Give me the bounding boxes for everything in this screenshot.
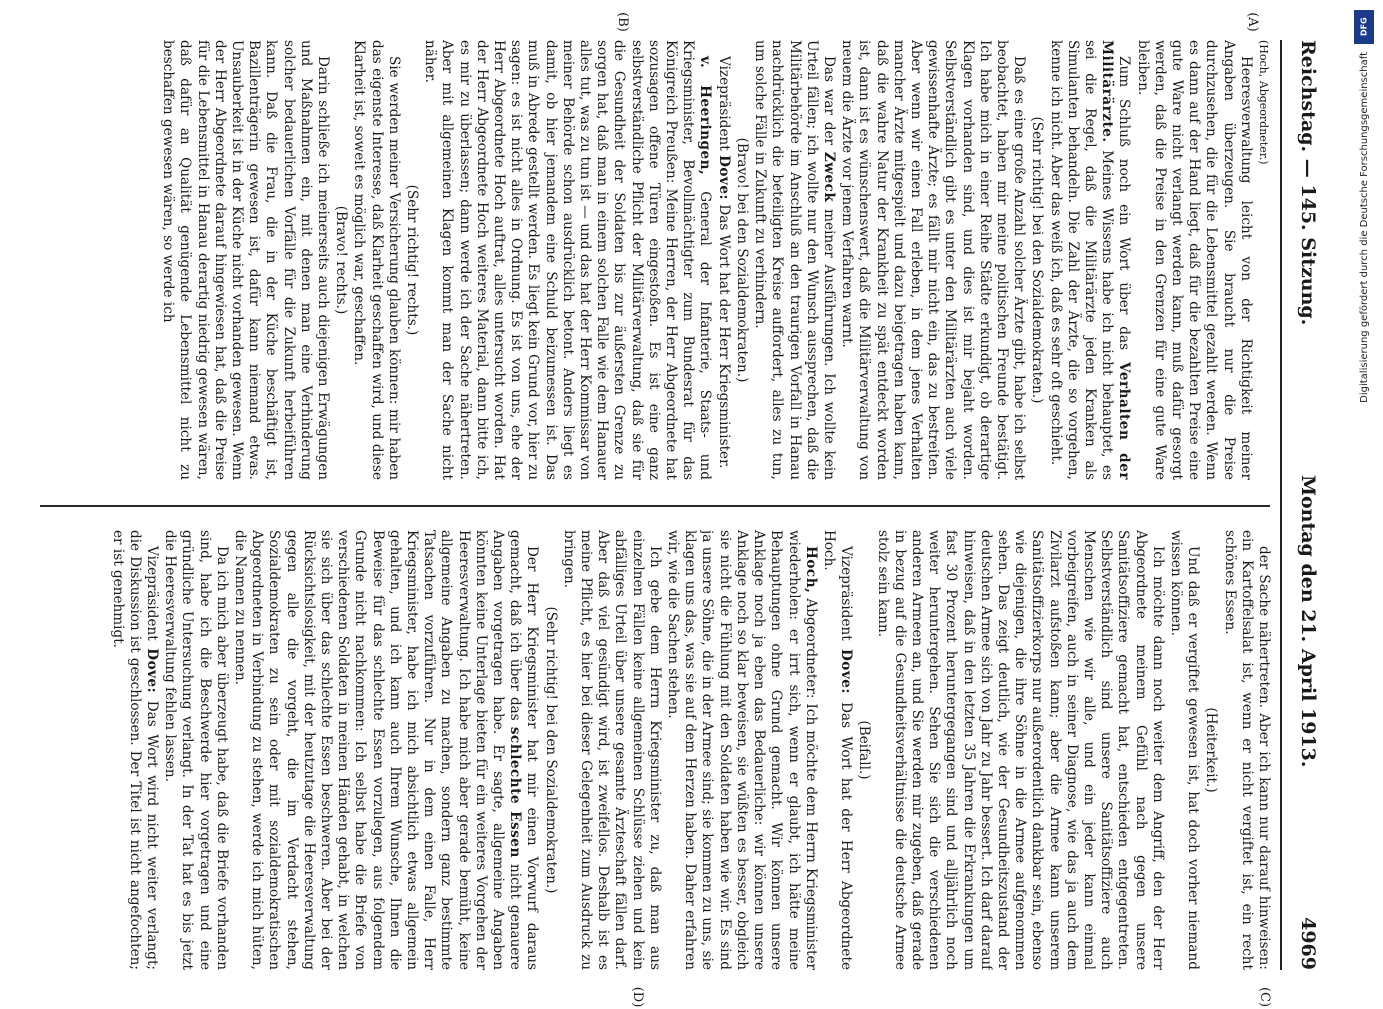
paragraph: Da ich mich aber überzeugt habe, daß die Briefe vorhanden sind, habe ich die Beschwerde hier vorgetragen und eine gründliche Untersuchung verlangt. In der Tat hat es bis jetzt die Heeresverwaltung fehlen lassen.: [162, 530, 230, 970]
paragraph: Ich möchte dann noch weiter dem Angriff, den der Herr Abgeordnete meinem Gefühl nach gegen unsere Sanitätsoffiziere gemacht hat, entschieden entgegentreten. Selbstverständlich sind unsere Sanitätsoffiziere auch Menschen wie wir alle, und ein jeder kann einmal vorbeigreifen, auch in seiner Diagnose, wie das ja auch dem Zivilarzt aufstoßen kann; aber die Armee kann unserem Sanitätsoffizierkorps nur außerordentlich dankbar sein, ebenso wie diejenigen, die ihre Söhne in die Armee aufgenommen sehen. Das zeigt deutlich, wie der Gesundheitszustand der deutschen Armee sich von Jahr zu Jahr bessert. Ich darf darauf hinweisen, daß in den letzten 35 Jahren die Erkrankungen um fast 30 Prozent heruntergegangen sind und alljährlich noch weiter heruntergehen. Sehen Sie sich die verschiedenen anderen Armeen an, und Sie werden mir zugeben, daß gerade in bezug auf die Gesundheitsverhältnisse die deutsche Armee stolz sein kann.: [874, 530, 1166, 970]
page-number: 4969: [1297, 917, 1319, 970]
margin-marker-c: (C): [1257, 986, 1272, 1008]
paragraph: Der Herr Kriegsminister hat mir einen Vorwurf daraus gemacht, daß ich über das schlechte Essen nicht genauere Angaben vorgetragen habe. Er sagte, allgemeine Angaben könnten keine Unterlage bieten für ein weiteres Vorgehen der Heeresverwaltung. Ich habe mich aber gerade bemüht, keine allgemeine Angaben zu machen, sondern ganz bestimmte Tatsachen vorzuführen. Nur in dem einen Falle, Herr Kriegsminister, habe ich mich absichtlich etwas allgemein gehalten, und ich kann auch Ihrem Wunsche, Ihnen die Beweise für das schlechte Essen vorzulegen, aus folgendem Grunde nicht nachkommen: Ich selbst habe die Briefe von verschiedenen Soldaten in meinen Händen gehabt, in welchen sie sich über das schlechte Essen beschweren. Aber bei der Rücksichtslosigkeit, mit der heutzutage die Heeresverwaltung gegen alle die vorgeht, die im Verdacht stehen, Sozialdemokraten zu sein oder mit sozialdemokratischen Abgeordneten in Verbindung zu stehen, werde ich mich hüten, die Namen zu nennen.: [232, 530, 541, 970]
left-column: [42, 40, 1272, 480]
speaker-continuation: (Hoch, Abgeordneter.): [1257, 40, 1270, 165]
speaker-name: v. Heeringen,: [697, 56, 714, 176]
speaker-name: Dove:: [144, 648, 160, 694]
emphasis: Zweck: [820, 151, 837, 203]
speaker-name: Dove:: [715, 155, 732, 200]
interjection: (Bravo! rechts.): [333, 205, 350, 315]
paragraph: der Sache nähertreten. Aber ich kann nur darauf hinweisen: ein Kartoffelsalat ist, wenn er nicht vergiftet ist, ein recht schönes Essen.: [1221, 530, 1272, 970]
interjection: (Heiterkeit.): [1203, 707, 1220, 793]
speaker-name: Dove:: [838, 648, 855, 694]
paragraph: Heeresverwaltung leicht von der Richtigkeit meiner Angaben überzeugen. Sie braucht nur die Preise durchzusehen, die für die Lebensmittel gezahlt werden. Wenn es dann auf der Hand liegt, daß für die bezahlten Preise eine gute Ware nicht verlangt werden kann, muß dafür gesorgt werden, daß die Preise in den Grenzen für eine gute Ware bleiben.: [1134, 40, 1254, 480]
right-column: [42, 530, 1272, 970]
interjection: (Sehr richtig! bei den Sozialdemokraten.): [542, 606, 559, 894]
paragraph: Und daß er vergiftet gewesen ist, hat doch vorher niemand wissen können.: [1167, 530, 1202, 970]
column-divider: [40, 505, 1270, 507]
margin-marker-d: (D): [630, 986, 645, 1008]
speaker-turn: Vizepräsident Dove: Das Wort wird nicht weiter verlangt; die Diskussion ist geschlossen. Der Titel ist nicht angefochten; er ist genehmigt.: [109, 530, 160, 970]
paragraph: Ich gebe dem Herrn Kriegsminister zu, daß man aus einzelnen Fällen keine allgemeinen Schlüsse ziehen und kein abfälliges Urteil über unsere gesamte Ärzteschaft fällen darf. Aber daß viel gesündigt wird, ist zweifellos. Deshalb ist es meine Pflicht, es hier bei dieser Gelegenheit zum Ausdruck zu bringen.: [560, 530, 663, 970]
funding-note: Digitalisierung gefördert durch die Deutsche Forschungsgemeinschaft: [1358, 52, 1370, 403]
margin-marker-b: (B): [615, 12, 630, 32]
speaker-turn: Hoch, Abgeordneter: Ich möchte dem Herrn Kriegsminister wiederholen: er irrt sich, wenn er glaubt, ich hätte meine Behauptungen ohne Grund gemacht. Wir können unsere Anklage noch ja eben das Bedauerliche: wir können unsere Anklage noch so klar beweisen, sie wüßten es besser, obgleich sie nicht die Fühlung mit den Soldaten haben wie wir. Es sind ja unsere Söhne, die in der Armee sind; sie kommen zu uns, sie klagen uns das, was sie auf dem Herzen haben. Daher erfahren wir, wie die Sachen stehen.: [665, 530, 819, 970]
header-date: Montag den 21. April 1913.: [1297, 474, 1319, 768]
paragraph: Sie werden meiner Versicherung glauben können: mir haben das eigenste Interesse, daß Klarheit geschaffen wird, und diese Klarheit ist, soweit es möglich war, geschaffen.: [351, 40, 402, 480]
paragraph: Zum Schluß noch ein Wort über das Verhalten der Militärärzte. Meines Wissens habe ich nicht behauptet, es sei die Regel, daß die Militärärzte jeden Kranken als Simulanten behandeln. Die Zahl der Ärzte, die so vorgehen, kenne ich nicht. Aber das weiß ich, daß es sehr oft geschieht.: [1047, 40, 1133, 480]
header-left: Reichstag. — 145. Sitzung.: [1297, 40, 1319, 326]
speaker-name: Hoch,: [802, 546, 819, 594]
margin-marker-a: (A): [1245, 12, 1260, 32]
paragraph: Daß es eine große Anzahl solcher Ärzte gibt, habe ich selbst beobachtet, haben mir meine politischen Freunde bestätigt. Ich habe mich in einer Reihe Städte erkundigt, ob derartige Klagen vorhanden sind, und dies ist mir bejaht worden. Selbstverständlich gibt es unter den Militärärzten auch viele gewissenhafte Ärzte; es fällt mir nicht ein, das zu bestreiten. Aber wenn wir einen Fall erleben, in dem jenes Verhalten mancher Ärzte mitgespielt und dazu beigetragen haben kann, daß die wahre Natur der Krankheit zu spät entdeckt worden ist, dann ist es wünschenswert, daß die Militärverwaltung von neuem die Ärzte vor jenem Verfahren warnt.: [839, 40, 1028, 480]
interjection: (Bravo! bei den Sozialdemokraten.): [733, 137, 750, 383]
interjection: (Beifall.): [856, 720, 873, 780]
dfg-logo: DFG: [1354, 10, 1374, 44]
paragraph: Das war der Zweck meiner Ausführungen. Ich wollte kein Urteil fällen; ich wollte nur den Wunsch aussprechen, daß die Militärbehörde im Anschluß an den traurigen Vorfall in Hanau nachdrücklich die beteiligten Kreise auffordert, alles zu tun, um solche Fälle in Zukunft zu verhindern.: [752, 40, 837, 480]
emphasis: Verhalten der Militärärzte.: [1099, 40, 1133, 480]
rotated-document-page: [30, 12, 1330, 1008]
interjection: (Sehr richtig! bei den Sozialdemokraten.): [1029, 116, 1046, 404]
speaker-turn: Vizepräsident Dove: Das Wort hat der Herr Kriegsminister.: [715, 56, 732, 469]
page-header: [1286, 40, 1330, 970]
speaker-turn: Vizepräsident Dove: Das Wort hat der Herr Abgeordnete Hoch.: [820, 530, 855, 970]
interjection: (Sehr richtig! rechts.): [404, 184, 421, 336]
emphasis: schlechte Essen: [507, 726, 524, 858]
header-rule: [1280, 40, 1282, 970]
funding-imprint: [1353, 10, 1375, 990]
paragraph: Darin schließe ich meinerseits auch diejenigen Erwägungen und Maßnahmen ein, mit denen man eine Verhinderung solcher bedauerlichen Vorfälle für die Zukunft herbeiführen kann. Daß die Frau, die in der Küche beschäftigt ist, Bazillenträgerin gewesen ist, dafür kann niemand etwas. Unsauberkeit ist in der Küche nicht vorhanden gewesen. Wenn der Herr Abgeordnete darauf hingewiesen hat, daß die Preise für die Lebensmittel in Hanau derartig niedrig gewesen wären, daß dafür an Qualität genügende Lebensmittel nicht zu beschaffen gewesen wären, so werde ich: [160, 40, 332, 480]
speaker-turn: v. Heeringen, General der Infanterie, Staats- und Kriegsminister, Bevollmächtigter zum Bundesrat für das Königreich Preußen: Meine Herren, der Herr Abgeordnete hat sozusagen offene Türen eingestoßen. Es ist eine ganz selbstverständliche Pflicht der Militärverwaltung, daß sie für die Gesundheit der Soldaten bis zur äußersten Grenze zu sorgen hat, daß man in einem solchen Falle wie dem Hanauer alles tut, was zu tun ist — und das hat der Herr Kommissar von meiner Behörde schon ausdrücklich betont. Anders liegt es damit, ob hier jemandem eine Schuld beizumessen ist. Das muß in Abrede gestellt werden. Es liegt kein Grund vor, hier zu sagen: es ist nicht alles in Ordnung. Es ist von uns, ehe der Herr Abgeordnete Hoch auftrat, alles untersucht worden. Hat der Herr Abgeordnete Hoch weiteres Material, dann bitte ich, es mir zu überlassen; dann werde ich der Sache nähertreten. Aber mit allgemeinen Klagen kommt man der Sache nicht näher.: [422, 40, 714, 480]
